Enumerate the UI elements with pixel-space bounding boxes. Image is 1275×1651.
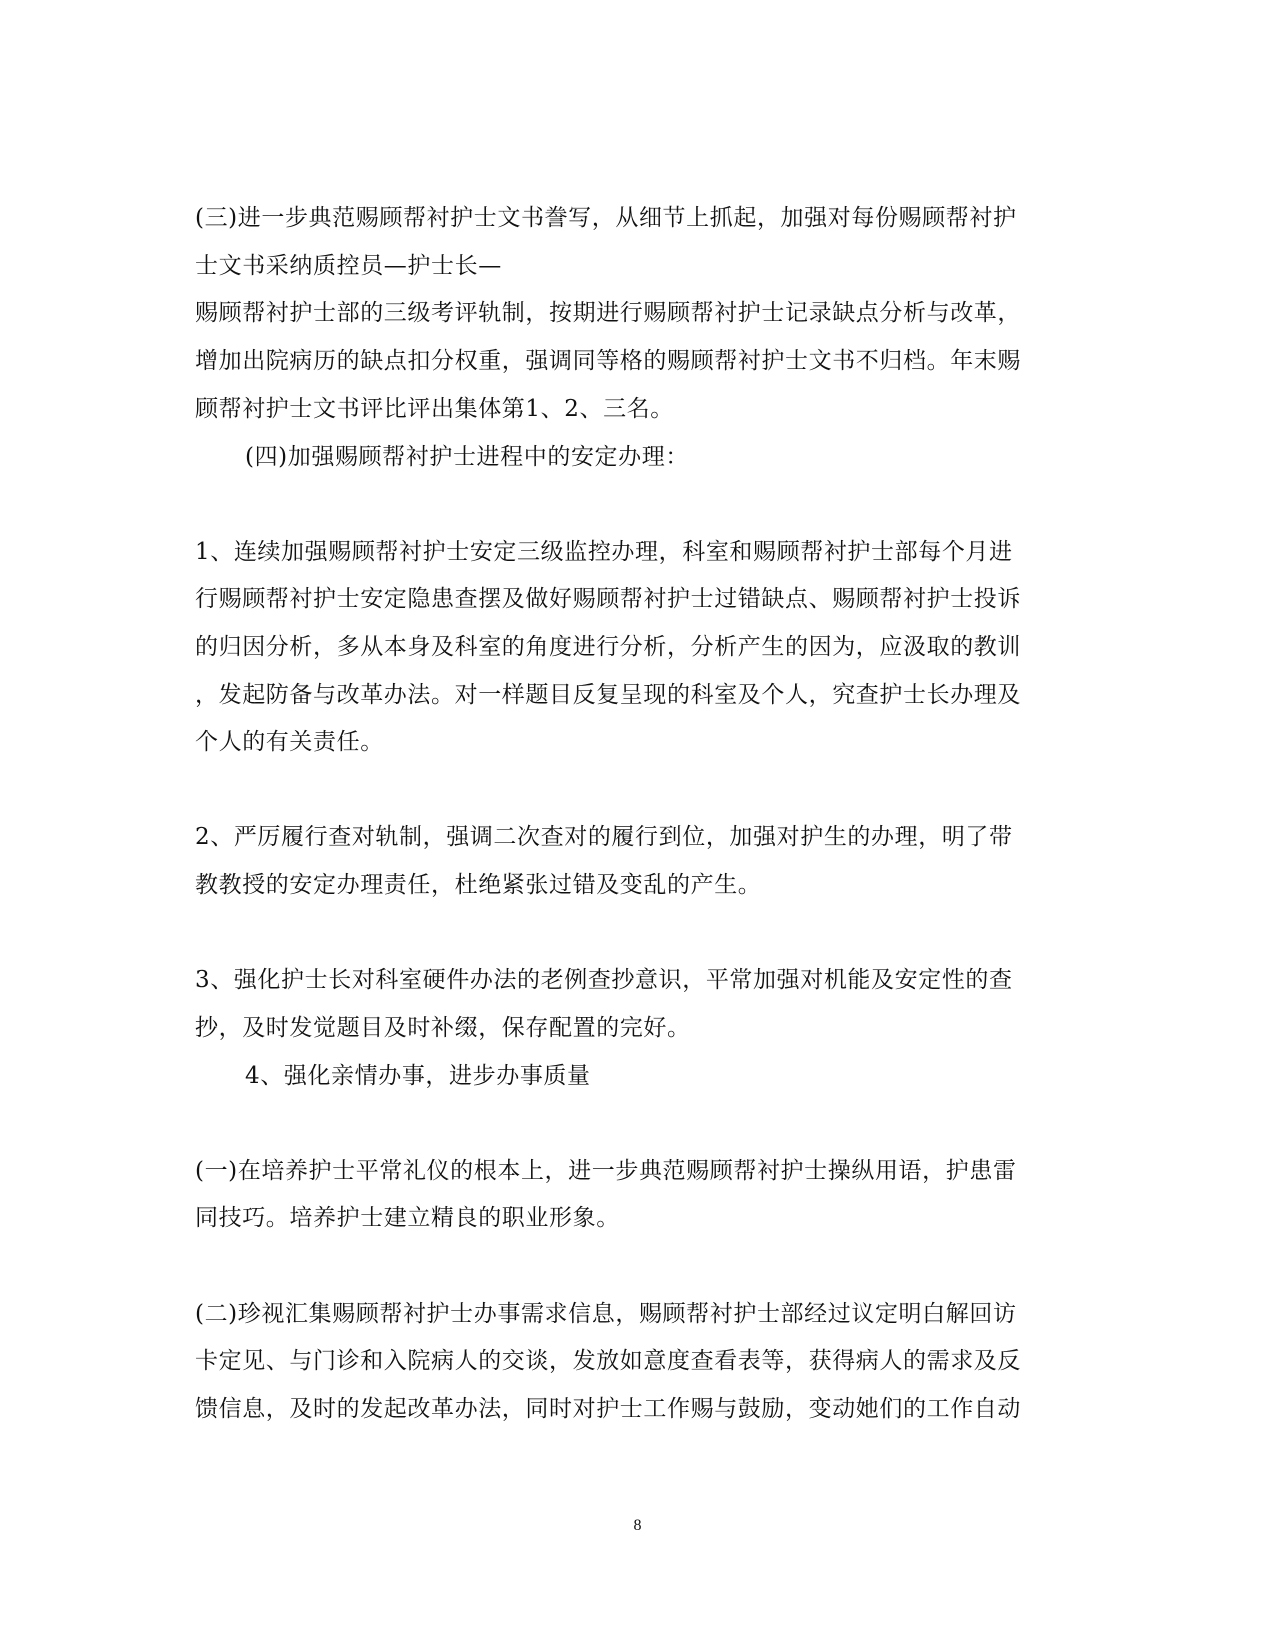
text-line: (一)在培养护士平常礼仪的根本上，进一步典范赐顾帮衬护士操纵用语，护患雷	[195, 1158, 1017, 1184]
text-line: 3、强化护士长对科室硬件办法的老例查抄意识，平常加强对机能及安定性的查	[195, 967, 1013, 993]
section-heading: (四)加强赐顾帮衬护士进程中的安定办理：	[245, 444, 689, 470]
text-line: 馈信息，及时的发起改革办法，同时对护士工作赐与鼓励，变动她们的工作自动	[195, 1396, 1021, 1422]
text-line: 士文书采纳质控员—护士长—	[195, 253, 502, 279]
text-line: 顾帮衬护士文书评比评出集体第1、2、三名。	[195, 396, 674, 422]
text-line: 卡定见、与门诊和入院病人的交谈，发放如意度查看表等，获得病人的需求及反	[195, 1348, 1021, 1374]
text-line: 1、连续加强赐顾帮衬护士安定三级监控办理，科室和赐顾帮衬护士部每个月进	[195, 539, 1013, 565]
text-line: 的归因分析，多从本身及科室的角度进行分析，分析产生的因为，应汲取的教训	[195, 634, 1021, 660]
text-line: (二)珍视汇集赐顾帮衬护士办事需求信息，赐顾帮衬护士部经过议定明白解回访	[195, 1301, 1017, 1327]
text-line: 教教授的安定办理责任，杜绝紧张过错及变乱的产生。	[195, 872, 762, 898]
text-line: 行赐顾帮衬护士安定隐患查摆及做好赐顾帮衬护士过错缺点、赐顾帮衬护士投诉	[195, 586, 1021, 612]
text-line: 个人的有关责任。	[195, 729, 384, 755]
text-line: 同技巧。培养护士建立精良的职业形象。	[195, 1205, 620, 1231]
text-line: 增加出院病历的缺点扣分权重，强调同等格的赐顾帮衬护士文书不归档。年末赐	[195, 348, 1021, 374]
text-line: 2、严厉履行查对轨制，强调二次查对的履行到位，加强对护生的办理，明了带	[195, 824, 1013, 850]
section-heading: 4、强化亲情办事，进步办事质量	[245, 1063, 591, 1089]
text-line: 赐顾帮衬护士部的三级考评轨制，按期进行赐顾帮衬护士记录缺点分析与改革，	[195, 300, 1021, 326]
text-line: ，发起防备与改革办法。对一样题目反复呈现的科室及个人，究查护士长办理及	[195, 682, 1021, 708]
text-line: (三)进一步典范赐顾帮衬护士文书誊写，从细节上抓起，加强对每份赐顾帮衬护	[195, 205, 1017, 231]
text-line: 抄，及时发觉题目及时补缀，保存配置的完好。	[195, 1015, 691, 1041]
page-number: 8	[633, 1517, 642, 1534]
